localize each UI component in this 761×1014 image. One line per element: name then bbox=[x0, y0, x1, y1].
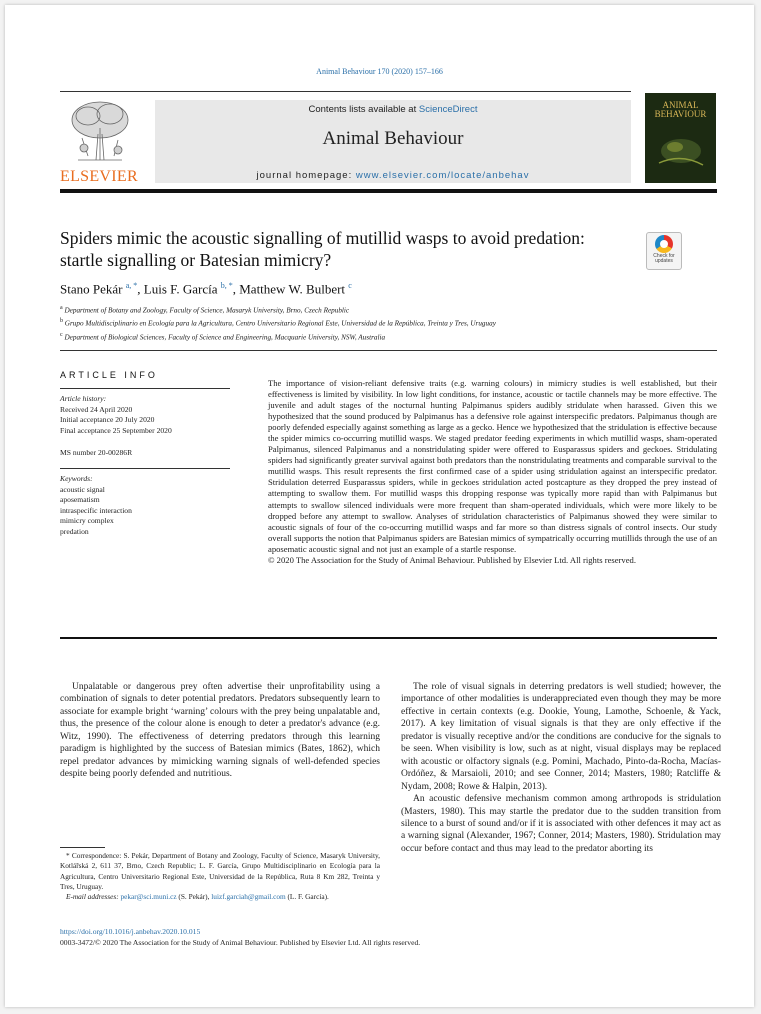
email-owner: (S. Pekár), bbox=[176, 892, 212, 902]
section-rule bbox=[60, 350, 717, 351]
affiliation-mark: c bbox=[60, 331, 63, 338]
contents-prefix: Contents lists available at bbox=[308, 104, 419, 115]
keywords-block bbox=[60, 474, 132, 538]
body-paragraph: Unpalatable or dangerous prey often advertise their unprofitability using a combination of signals to deter potential predators. Predators subsequently learn to associate for example bright ‘warning’ colours with the prey being unpalatable and, thus, the presence of the colour alone is enough to deter a predator's advance (e.g. Witz, 1990). The effectiveness of deterring predators through this learning paradigm is highlighted by the success of Batesian mimics (Bates, 1862), which repel predator advances by mimicking warning signals of well-defended species despite being poorly defended and nutritious. bbox=[60, 682, 380, 780]
check-for-updates-button[interactable] bbox=[646, 232, 682, 270]
elsevier-logo[interactable] bbox=[58, 98, 140, 186]
affiliations bbox=[60, 303, 496, 343]
journal-cover-image[interactable] bbox=[645, 93, 716, 183]
keyword-item: aposematism bbox=[60, 495, 100, 505]
elsevier-tree-icon bbox=[58, 98, 140, 168]
crossmark-icon bbox=[655, 235, 673, 253]
email-label: E-mail addresses: bbox=[66, 892, 121, 902]
history-item: Initial acceptance 20 July 2020 bbox=[60, 415, 155, 425]
history-item: Final acceptance 25 September 2020 bbox=[60, 425, 172, 435]
keyword-item: acoustic signal bbox=[60, 484, 105, 494]
sciencedirect-link[interactable]: ScienceDirect bbox=[418, 104, 478, 115]
author-separator: , bbox=[137, 281, 144, 297]
footnote-rule bbox=[60, 847, 105, 848]
badge-line-1: Check for bbox=[653, 253, 675, 259]
footer-copyright: 0003-3472/© 2020 The Association for the Study of Animal Behaviour. Published by Elsevier Ltd. All rights reserved. bbox=[60, 938, 421, 947]
journal-homepage-link[interactable]: www.elsevier.com/locate/anbehav bbox=[355, 170, 530, 181]
abstract-copyright: © 2020 The Association for the Study of Animal Behaviour. Published by Elsevier Ltd. All rights reserved. bbox=[268, 554, 636, 565]
article-title: Spiders mimic the acoustic signalling of mutillid wasps to avoid predation: startle signalling or Batesian mimicry? bbox=[60, 228, 585, 270]
journal-citation[interactable]: Animal Behaviour 170 (2020) 157–166 bbox=[316, 67, 443, 76]
keyword-item: intraspecific interaction bbox=[60, 505, 132, 515]
badge-line-2: updates bbox=[655, 258, 673, 264]
affiliation-item bbox=[60, 303, 496, 316]
contents-line bbox=[155, 104, 631, 115]
body-column-right bbox=[401, 681, 721, 855]
email-link-garcia[interactable]: luizf.garciah@gmail.com bbox=[211, 892, 286, 902]
email-note bbox=[60, 892, 380, 902]
cover-title-line-1: ANIMAL bbox=[662, 100, 699, 110]
footnotes bbox=[60, 851, 380, 902]
article-info-heading: ARTICLE INFO bbox=[60, 370, 158, 380]
body-paragraph: An acoustic defensive mechanism common among arthropods is stridulation (Masters, 1980). This may startle the predator due to the sudden transition from silence to a burst of sound and/or if it is associated with other defences it may act as a warning signal (Alexander, 1967; Conner, 2014; Masters, 1980). Stridulation may occur before contact and thus may lead to the predator aborting its bbox=[401, 794, 721, 854]
affiliation-item bbox=[60, 316, 496, 329]
cover-art-icon bbox=[645, 93, 716, 183]
author-name[interactable]: Stano Pekár bbox=[60, 281, 123, 297]
abstract-text: The importance of vision-reliant defensive traits (e.g. warning colours) in mimicry studies is well established, but their effectiveness is limited by visibility. In low light conditions, for instance, acoustic or tactile channels may be more effective. The juvenile and adult stages of the nocturnal hunting Palpimanus spiders audibly stridulate when harassed. Given this we hypothesized that the sound produced by Palpimanus has a defensive role against interspecific predators. Palpimanus though are poorly defended especially against something as large as a gecko. Hence we hypothesized that the stridulation is effective because the spider mimics co-occurring mutillid wasps. We staged predator feeding experiments in which mutillid wasps, sham-operated Palpimanus, silenced Palpimanus and a nonstridulating spider were offered to Eusparassus spiders and geckoes. Stridulating spiders had significantly greater survival against both predators than the nonstridulating treatments and comparable survival to the mutillid wasps. This result represents the first confirmed case of a spider using stridulation against an interspecific predator. Stridulation deterred Eusparassus spiders, while in geckoes stridulation acted postcapture as they dropped the prey instead of attempting to swallow them. For mutillid wasps this dropping response was typically more rapid than with Palpimanus but attempts to swallow silenced individuals were more frequent than sham-operated individuals, which were more likely to be dropped before any attempt to swallow. Analyses of stridulation characteristics of Palpimanus showed they were similar to acoustic signals of four of the co-occurring mutillid wasps and far more so than distress signals of control insects. Our study overall supports the notion that Palpimanus spiders are Batesian mimics of sympatrically occurring mutillids through the use of an aposematic acoustic signal and not just an example of a startle response. bbox=[268, 378, 717, 554]
email-owner: (L. F. García). bbox=[285, 892, 329, 902]
article-history bbox=[60, 394, 172, 436]
cover-title-line-2: BEHAVIOUR bbox=[654, 109, 707, 119]
front-matter-end-rule bbox=[60, 637, 717, 639]
homepage-line bbox=[155, 170, 631, 181]
article-info-rule bbox=[60, 388, 230, 389]
journal-title: Animal Behaviour bbox=[322, 128, 464, 149]
journal-banner bbox=[155, 100, 631, 183]
affiliation-text: Department of Biological Sciences, Faculty of Science and Engineering, Macquarie University, NSW, Australia bbox=[64, 333, 386, 342]
article-page bbox=[5, 5, 754, 1007]
header-rule bbox=[60, 91, 631, 92]
keyword-item: predation bbox=[60, 526, 89, 536]
keywords-label: Keywords: bbox=[60, 474, 93, 483]
abstract bbox=[268, 378, 717, 566]
author-affiliation-mark[interactable]: c bbox=[348, 281, 352, 290]
author-name[interactable]: Matthew W. Bulbert bbox=[239, 281, 346, 297]
affiliation-mark: b bbox=[60, 318, 63, 325]
ms-number: MS number 20-00286R bbox=[60, 448, 133, 457]
doi-link[interactable]: https://doi.org/10.1016/j.anbehav.2020.10.015 bbox=[60, 927, 201, 936]
header-thick-rule bbox=[60, 189, 717, 193]
affiliation-text: Department of Botany and Zoology, Faculty of Science, Masaryk University, Brno, Czech Republic bbox=[64, 306, 350, 315]
author-name[interactable]: Luis F. García bbox=[143, 281, 218, 297]
body-paragraph: The role of visual signals in deterring predators is well studied; however, the importance of other modalities is underappreciated even though they may be more effective in certain contexts (e.g. Dookie, Young, Lamothe, Schoenle, & Yack, 2017). A key limitation of visual signals is that they are only effective if the predator is visually receptive and/or the conditions are conducive for the signals to be seen. When visibility is low, such as at night, visual displays may be replaced with acoustic or olfactory signals (e.g. Pomini, Machado, Pinto-da-Rocha, Macías-Ordóñez, & Marsaioli, 2010; and see Conner, 2014; Masters, 1980; Ratcliffe & Nydam, 2008; Rowe & Halpin, 2013). bbox=[401, 682, 721, 792]
author-affiliation-mark[interactable]: a, * bbox=[125, 281, 138, 290]
body-column-left bbox=[60, 681, 380, 781]
affiliation-mark: a bbox=[60, 305, 63, 311]
affiliation-item bbox=[60, 330, 496, 343]
elsevier-wordmark: ELSEVIER bbox=[60, 168, 138, 185]
author-list bbox=[60, 281, 352, 297]
homepage-prefix: journal homepage: bbox=[256, 170, 356, 181]
author-affiliation-mark[interactable]: b, * bbox=[220, 281, 233, 290]
email-link-pekar[interactable]: pekar@sci.muni.cz bbox=[120, 892, 177, 902]
history-label: Article history: bbox=[60, 394, 107, 403]
correspondence-note: * Correspondence: S. Pekár, Department of Botany and Zoology, Faculty of Science, Masaryk University, Kotlářská 2, 611 37, Brno, Czech Republic; L. F. García, Grupo Multidisciplinario en Ecología para la Agricultura, Centro Universitario Regional Este, Universidad de la República, Ruta 8 Km 282, Treinta y Tres, Uruguay. bbox=[60, 851, 380, 891]
keyword-item: mimicry complex bbox=[60, 516, 114, 526]
keywords-rule bbox=[60, 468, 230, 469]
affiliation-text: Grupo Multidisciplinario en Ecología para la Agricultura, Centro Universitario Regional Este, Universidad de la República, Treinta y Tres, Uruguay bbox=[64, 319, 496, 328]
author-separator: , bbox=[232, 281, 240, 297]
badge-label bbox=[647, 254, 681, 264]
history-item: Received 24 April 2020 bbox=[60, 404, 133, 414]
